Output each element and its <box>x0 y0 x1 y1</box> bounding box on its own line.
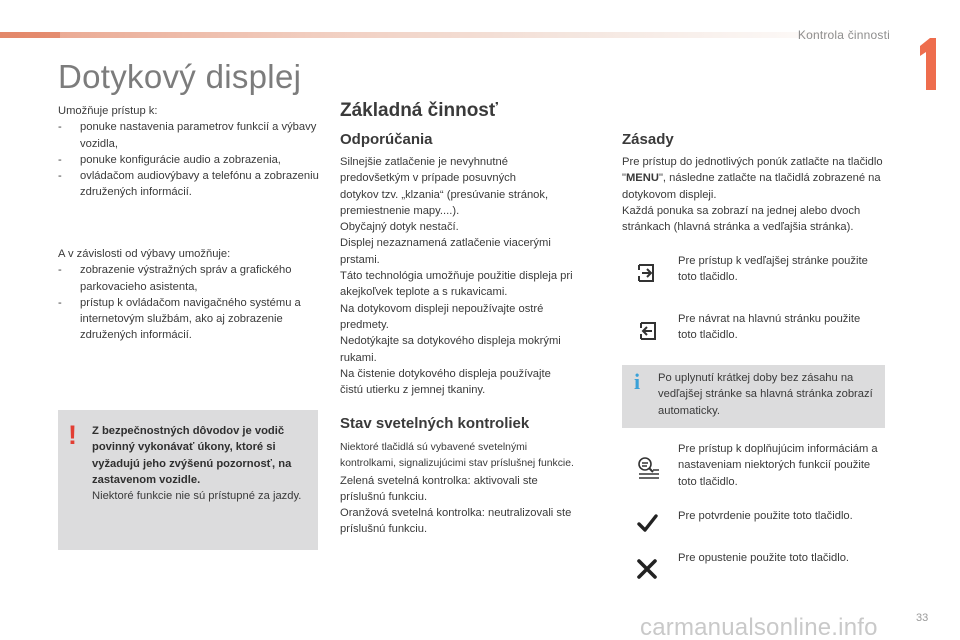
indicators-text <box>340 440 608 538</box>
recommendations-heading: Odporúčania <box>340 131 433 148</box>
recommendation-line: premiestnenie mapy....). <box>340 204 460 217</box>
principles-text-before: Pre prístup do jednotlivých ponúk zatlačte na tlačidlo " <box>622 156 883 185</box>
intro-item: - ovládačom audiovýbavy a telefónu a zobrazeniu združených informácií. <box>58 168 320 201</box>
warning-bold-text: Z bezpečnostných dôvodov je vodič povinný vykonávať úkony, ktoré si vyžadujú jeho zvýšenú pozornosť, na zastavenom vozidle. <box>92 425 292 486</box>
chapter-number-badge <box>918 36 938 92</box>
recommendation-line: Obyčajný dotyk nestačí. <box>340 221 459 234</box>
equipment-item: - zobrazenie výstražných správ a grafického parkovacieho asistenta, <box>58 262 320 295</box>
next-page-description: Pre prístup k vedľajšej stránke použite toto tlačidlo. <box>678 255 868 284</box>
info-icon: i <box>634 369 641 394</box>
indicators-line: kontrolkami, signalizujúcimi stav príslušnej funkcie. <box>340 458 574 470</box>
close-icon <box>636 558 658 580</box>
menu-word: MENU <box>625 172 659 185</box>
recommendation-line: prstami. <box>340 253 380 266</box>
recommendations-text <box>340 154 605 398</box>
close-description: Pre opustenie použite toto tlačidlo. <box>678 552 850 564</box>
intro-lead: Umožňuje prístup k: <box>58 105 158 117</box>
indicators-heading: Stav svetelných kontroliek <box>340 415 530 432</box>
header-rule <box>0 32 880 38</box>
indicators-line: Niektoré tlačidlá sú vybavené svetelnými <box>340 442 528 453</box>
settings-list-description: Pre prístup k doplňujúcim informáciám a nastaveniam niektorých funkcií použite toto tlačidlo. <box>678 443 878 488</box>
principles-text <box>622 154 884 235</box>
section-title: Kontrola činnosti <box>797 28 890 42</box>
indicators-line: Zelená svetelná kontrolka: aktivovali ste <box>340 474 538 487</box>
page-title: Dotykový displej <box>58 58 302 95</box>
recommendation-line: dotykov tzv. „klzania“ (presúvanie stránok, <box>340 188 549 201</box>
settings-list-icon <box>636 455 662 481</box>
recommendation-line: Silnejšie zatlačenie je nevyhnutné <box>340 156 508 168</box>
warning-text <box>92 423 307 504</box>
check-icon <box>636 512 658 534</box>
warning-note: Niektoré funkcie nie sú prístupné za jazdy. <box>92 490 302 503</box>
check-description: Pre potvrdenie použite toto tlačidlo. <box>678 510 853 522</box>
basic-operation-heading: Základná činnosť <box>340 100 498 121</box>
principles-text-after: ", následne zatlačte na tlačidlá zobrazené na dotykovom displeji. <box>622 172 881 201</box>
watermark: carmanualsonline.info <box>640 614 878 640</box>
main-page-icon <box>636 320 658 342</box>
main-page-description: Pre návrat na hlavnú stránku použite toto tlačidlo. <box>678 313 861 342</box>
intro-item: - ponuke konfigurácie audio a zobrazenia, <box>58 152 320 168</box>
indicators-line: príslušnú funkciu. <box>340 490 428 503</box>
next-page-icon <box>636 262 658 284</box>
principles-heading: Zásady <box>622 131 674 148</box>
recommendation-line: predovšetkým v prípade posuvných <box>340 172 516 185</box>
equipment-item: - prístup k ovládačom navigačného systému a internetovým službám, ako aj zobrazenie združených informácií. <box>58 295 320 344</box>
recommendation-line: rukami. <box>340 351 377 364</box>
indicators-line: príslušnú funkciu. <box>340 523 428 536</box>
recommendation-line: predmety. <box>340 318 389 331</box>
recommendation-line: akejkoľvek teplote a s rukavicami. <box>340 286 508 299</box>
header-rule-accent <box>0 32 60 38</box>
recommendation-line: Táto technológia umožňuje použitie displeja pri <box>340 270 573 283</box>
recommendation-line: Na dotykovom displeji nepoužívajte ostré <box>340 302 544 315</box>
recommendation-line: čistú utierku z jemnej tkaniny. <box>340 384 486 397</box>
equipment-block <box>58 246 320 344</box>
recommendation-line: Displej nezaznamená zatlačenie viacerými <box>340 237 551 250</box>
recommendation-line: Nedotýkajte sa dotykového displeja mokrými <box>340 335 561 348</box>
info-text: Po uplynutí krátkej doby bez zásahu na vedľajšej stránke sa hlavná stránka zobrazí automaticky. <box>658 372 873 417</box>
intro-block <box>58 103 320 201</box>
intro-item: - ponuke nastavenia parametrov funkcií a výbavy vozidla, <box>58 119 320 152</box>
recommendation-line: Na čistenie dotykového displeja používajte <box>340 367 551 380</box>
page-number: 33 <box>916 612 929 624</box>
equipment-lead: A v závislosti od výbavy umožňuje: <box>58 248 231 260</box>
principles-paragraph-2: Každá ponuka sa zobrazí na jednej alebo dvoch stránkach (hlavná stránka a vedľajšia stránka). <box>622 204 861 234</box>
warning-icon: ! <box>68 420 77 450</box>
principles-paragraph <box>622 154 884 203</box>
indicators-line: Oranžová svetelná kontrolka: neutralizovali ste <box>340 507 572 520</box>
